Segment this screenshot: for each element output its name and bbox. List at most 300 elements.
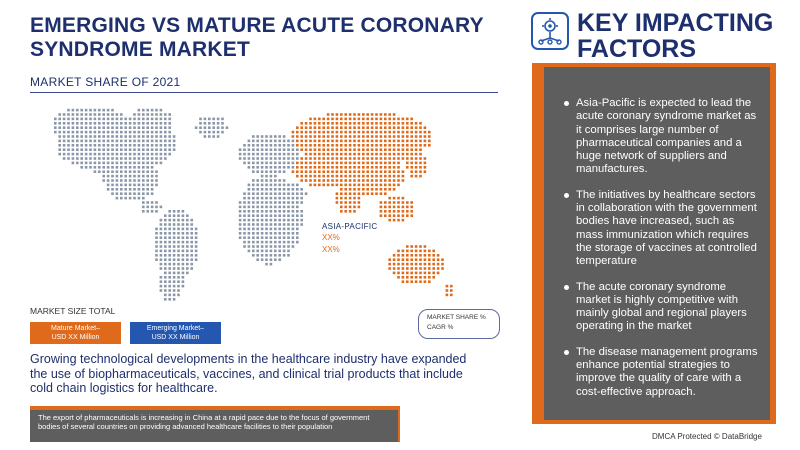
map-dot-highlight — [419, 148, 422, 151]
map-dot-highlight — [327, 157, 330, 160]
map-dot — [283, 232, 286, 235]
map-dot-highlight — [358, 122, 361, 125]
map-dot — [94, 162, 97, 165]
map-dot — [146, 175, 149, 178]
region-value: XX% — [322, 245, 340, 254]
map-dot-highlight — [340, 201, 343, 204]
map-dot-highlight — [353, 192, 356, 195]
map-dot — [168, 294, 171, 297]
map-dot-highlight — [410, 148, 413, 151]
map-dot — [116, 135, 119, 138]
map-dot-highlight — [380, 122, 383, 125]
map-dot — [142, 188, 145, 191]
map-dot — [164, 241, 167, 244]
map-dot-highlight — [380, 144, 383, 147]
map-dot — [204, 126, 207, 129]
map-dot-highlight — [402, 280, 405, 283]
map-dot-highlight — [397, 206, 400, 209]
map-dot — [270, 258, 273, 261]
map-dot — [256, 219, 259, 222]
map-dot — [111, 109, 114, 112]
map-dot — [278, 223, 281, 226]
map-dot-highlight — [309, 184, 312, 187]
map-dot — [107, 162, 110, 165]
map-dot-highlight — [384, 144, 387, 147]
map-dot — [274, 179, 277, 182]
map-dot-highlight — [397, 276, 400, 279]
map-dot-highlight — [366, 166, 369, 169]
map-dot-highlight — [314, 184, 317, 187]
map-dot-highlight — [424, 135, 427, 138]
map-dot — [107, 166, 110, 169]
map-dot-highlight — [432, 276, 435, 279]
map-dot-highlight — [362, 162, 365, 165]
map-dot — [85, 113, 88, 116]
map-dot — [85, 153, 88, 156]
map-dot — [182, 250, 185, 253]
map-dot — [292, 188, 295, 191]
map-dot — [217, 131, 220, 134]
map-dot — [160, 126, 163, 129]
map-dot-highlight — [410, 276, 413, 279]
map-dot — [252, 219, 255, 222]
map-dot — [138, 188, 141, 191]
map-dot-highlight — [362, 157, 365, 160]
map-dot-highlight — [366, 140, 369, 143]
map-dot — [76, 144, 79, 147]
map-dot — [155, 153, 158, 156]
map-dot-highlight — [406, 245, 409, 248]
map-dot — [107, 148, 110, 151]
map-dot — [168, 118, 171, 121]
map-dot — [94, 157, 97, 160]
map-dot — [133, 126, 136, 129]
map-dot — [160, 228, 163, 231]
map-dot — [85, 122, 88, 125]
map-dot-highlight — [340, 197, 343, 200]
map-dot-highlight — [366, 122, 369, 125]
map-dot — [102, 144, 105, 147]
map-dot-highlight — [371, 175, 374, 178]
map-dot — [305, 192, 308, 195]
map-dot — [283, 179, 286, 182]
map-dot-highlight — [393, 162, 396, 165]
map-dot-highlight — [397, 184, 400, 187]
map-dot-highlight — [331, 157, 334, 160]
map-dot-highlight — [344, 166, 347, 169]
map-dot-highlight — [415, 148, 418, 151]
map-dot — [129, 179, 132, 182]
map-dot — [138, 140, 141, 143]
map-dot-highlight — [318, 122, 321, 125]
map-dot — [300, 192, 303, 195]
map-dot-highlight — [353, 140, 356, 143]
map-dot — [278, 241, 281, 244]
map-dot-highlight — [318, 135, 321, 138]
map-dot-highlight — [296, 126, 299, 129]
map-dot — [72, 122, 75, 125]
map-dot — [182, 280, 185, 283]
map-dot-highlight — [419, 162, 422, 165]
map-dot-highlight — [349, 184, 352, 187]
map-dot — [151, 170, 154, 173]
map-dot — [72, 162, 75, 165]
map-dot — [124, 144, 127, 147]
map-dot-highlight — [358, 126, 361, 129]
map-dot — [107, 122, 110, 125]
map-dot-highlight — [397, 122, 400, 125]
map-dot-highlight — [410, 254, 413, 257]
map-dot-highlight — [362, 166, 365, 169]
map-dot-highlight — [424, 258, 427, 261]
map-dot — [116, 122, 119, 125]
map-dot-highlight — [336, 157, 339, 160]
map-dot — [111, 162, 114, 165]
map-dot — [208, 118, 211, 121]
map-dot — [168, 289, 171, 292]
map-dot-highlight — [305, 175, 308, 178]
map-dot-highlight — [327, 144, 330, 147]
map-dot-highlight — [371, 188, 374, 191]
map-dot-highlight — [380, 206, 383, 209]
map-dot-highlight — [296, 140, 299, 143]
map-dot — [146, 148, 149, 151]
map-dot — [168, 276, 171, 279]
map-dot-highlight — [358, 131, 361, 134]
map-dot-highlight — [318, 179, 321, 182]
map-dot — [120, 144, 123, 147]
map-dot — [252, 245, 255, 248]
map-dot — [138, 109, 141, 112]
map-dot-highlight — [292, 170, 295, 173]
map-dot-highlight — [424, 144, 427, 147]
map-dot — [67, 153, 70, 156]
map-dot-highlight — [305, 140, 308, 143]
map-dot — [283, 135, 286, 138]
map-dot — [129, 170, 132, 173]
map-dot-highlight — [331, 144, 334, 147]
map-dot — [168, 214, 171, 217]
map-dot-highlight — [388, 258, 391, 261]
map-dot — [287, 197, 290, 200]
map-dot-highlight — [393, 219, 396, 222]
map-dot — [283, 170, 286, 173]
map-dot-highlight — [375, 113, 378, 116]
map-dot — [274, 219, 277, 222]
map-dot — [283, 206, 286, 209]
map-dot-highlight — [410, 140, 413, 143]
map-dot — [278, 258, 281, 261]
map-dot-highlight — [397, 201, 400, 204]
map-dot — [58, 148, 61, 151]
map-dot — [142, 148, 145, 151]
map-dot — [146, 140, 149, 143]
map-dot-highlight — [371, 179, 374, 182]
map-dot-highlight — [419, 258, 422, 261]
map-dot — [248, 250, 251, 253]
map-dot-highlight — [336, 170, 339, 173]
map-dot-highlight — [419, 140, 422, 143]
map-dot — [80, 144, 83, 147]
map-dot — [292, 232, 295, 235]
map-dot-highlight — [441, 258, 444, 261]
map-dot — [94, 153, 97, 156]
map-dot-highlight — [424, 140, 427, 143]
map-dot — [116, 179, 119, 182]
map-dot — [160, 223, 163, 226]
map-dot-highlight — [397, 144, 400, 147]
map-dot-highlight — [388, 118, 391, 121]
map-dot-highlight — [336, 175, 339, 178]
map-dot — [173, 214, 176, 217]
map-dot — [252, 214, 255, 217]
map-dot — [138, 122, 141, 125]
map-dot-highlight — [322, 170, 325, 173]
map-dot — [72, 109, 75, 112]
map-dot — [89, 166, 92, 169]
map-dot-highlight — [371, 162, 374, 165]
map-dot-highlight — [300, 148, 303, 151]
map-dot — [270, 241, 273, 244]
map-dot — [164, 126, 167, 129]
map-dot-highlight — [327, 179, 330, 182]
map-dot — [261, 166, 264, 169]
map-dot-highlight — [428, 280, 431, 283]
map-dot-highlight — [375, 148, 378, 151]
map-dot — [248, 241, 251, 244]
map-dot — [256, 250, 259, 253]
map-dot-highlight — [340, 113, 343, 116]
map-dot — [243, 241, 246, 244]
map-dot-highlight — [419, 263, 422, 266]
map-dot-highlight — [388, 179, 391, 182]
map-dot — [256, 192, 259, 195]
map-dot — [58, 135, 61, 138]
map-dot-highlight — [344, 140, 347, 143]
map-dot-highlight — [397, 175, 400, 178]
map-dot-highlight — [410, 157, 413, 160]
map-dot-highlight — [375, 122, 378, 125]
map-dot-highlight — [384, 162, 387, 165]
map-dot — [155, 245, 158, 248]
map-dot-highlight — [410, 126, 413, 129]
map-dot-highlight — [362, 148, 365, 151]
map-dot-highlight — [441, 267, 444, 270]
map-dot-highlight — [331, 113, 334, 116]
map-dot — [177, 280, 180, 283]
map-dot — [296, 153, 299, 156]
map-dot-highlight — [393, 126, 396, 129]
map-dot — [168, 298, 171, 301]
map-dot-highlight — [424, 263, 427, 266]
map-dot — [270, 263, 273, 266]
map-dot-highlight — [415, 245, 418, 248]
map-dot — [89, 131, 92, 134]
map-dot — [296, 236, 299, 239]
map-dot — [292, 148, 295, 151]
map-dot — [265, 232, 268, 235]
map-dot — [80, 162, 83, 165]
map-dot — [67, 140, 70, 143]
map-dot-highlight — [300, 126, 303, 129]
map-dot — [199, 122, 202, 125]
map-dot — [94, 113, 97, 116]
map-dot — [287, 210, 290, 213]
map-dot — [300, 197, 303, 200]
map-dot — [120, 131, 123, 134]
map-dot — [265, 245, 268, 248]
map-dot — [164, 148, 167, 151]
map-dot — [252, 232, 255, 235]
map-dot-highlight — [415, 263, 418, 266]
map-dot-highlight — [415, 250, 418, 253]
map-dot — [54, 118, 57, 121]
map-dot — [129, 197, 132, 200]
map-dot — [256, 210, 259, 213]
map-dot — [120, 170, 123, 173]
map-dot — [296, 206, 299, 209]
map-dot — [89, 109, 92, 112]
map-dot — [146, 118, 149, 121]
map-dot — [248, 219, 251, 222]
map-dot — [142, 162, 145, 165]
map-dot — [177, 285, 180, 288]
map-dot — [217, 135, 220, 138]
map-dot — [116, 157, 119, 160]
map-dot — [63, 131, 66, 134]
map-dot — [151, 126, 154, 129]
map-dot — [195, 232, 198, 235]
map-dot-highlight — [314, 175, 317, 178]
map-dot — [129, 175, 132, 178]
map-dot-highlight — [340, 188, 343, 191]
map-dot — [256, 135, 259, 138]
map-dot — [252, 210, 255, 213]
map-dot-highlight — [314, 144, 317, 147]
map-dot — [182, 285, 185, 288]
map-dot — [129, 153, 132, 156]
map-dot — [278, 166, 281, 169]
map-dot-highlight — [296, 166, 299, 169]
map-dot-highlight — [309, 122, 312, 125]
map-dot — [248, 197, 251, 200]
map-dot — [146, 201, 149, 204]
map-dot — [243, 223, 246, 226]
map-dot-highlight — [344, 118, 347, 121]
map-dot-highlight — [419, 254, 422, 257]
map-dot — [252, 148, 255, 151]
map-dot — [160, 122, 163, 125]
map-dot — [256, 214, 259, 217]
map-dot-highlight — [371, 148, 374, 151]
map-dot-highlight — [410, 245, 413, 248]
map-dot — [190, 258, 193, 261]
map-dot — [243, 232, 246, 235]
map-dot — [287, 157, 290, 160]
map-dot — [199, 131, 202, 134]
map-dot — [120, 162, 123, 165]
map-dot — [274, 148, 277, 151]
map-dot-highlight — [393, 131, 396, 134]
map-dot-highlight — [415, 258, 418, 261]
map-dot — [120, 184, 123, 187]
map-dot — [278, 232, 281, 235]
map-dot — [89, 122, 92, 125]
map-dot — [173, 228, 176, 231]
map-dot — [107, 109, 110, 112]
map-dot-highlight — [419, 144, 422, 147]
map-dot — [142, 170, 145, 173]
map-dot — [270, 179, 273, 182]
map-dot-highlight — [349, 140, 352, 143]
map-dot-highlight — [393, 272, 396, 275]
map-dot — [252, 153, 255, 156]
map-dot — [89, 157, 92, 160]
map-dot-highlight — [402, 272, 405, 275]
map-dot — [160, 113, 163, 116]
map-dot — [261, 153, 264, 156]
map-dot — [160, 135, 163, 138]
map-dot-highlight — [318, 131, 321, 134]
map-dot — [142, 184, 145, 187]
map-dot — [212, 131, 215, 134]
map-dot — [89, 162, 92, 165]
map-dot — [98, 118, 101, 121]
map-dot — [124, 131, 127, 134]
map-dot — [177, 223, 180, 226]
list-item: The initiatives by healthcare sectors in collaboration with the government bodies have increased, such as mass immunization which requires the storage of vaccines at controlled temperature — [568, 189, 760, 269]
map-dot — [182, 258, 185, 261]
map-dot — [243, 214, 246, 217]
map-dot — [243, 148, 246, 151]
map-dot — [124, 140, 127, 143]
map-dot-highlight — [358, 157, 361, 160]
map-dot — [168, 241, 171, 244]
map-dot — [160, 153, 163, 156]
map-dot — [102, 162, 105, 165]
map-dot — [164, 118, 167, 121]
map-dot-highlight — [340, 135, 343, 138]
map-dot-highlight — [353, 144, 356, 147]
map-dot — [265, 254, 268, 257]
map-dot — [142, 166, 145, 169]
map-dot — [173, 280, 176, 283]
map-dot — [67, 118, 70, 121]
emerging-market-value: USD XX Million — [151, 334, 200, 341]
map-dot — [261, 206, 264, 209]
map-dot — [168, 153, 171, 156]
map-dot-highlight — [305, 126, 308, 129]
map-dot-highlight — [384, 210, 387, 213]
map-dot — [270, 236, 273, 239]
map-dot-highlight — [402, 179, 405, 182]
map-dot — [155, 113, 158, 116]
map-dot-highlight — [340, 192, 343, 195]
map-dot — [252, 188, 255, 191]
map-dot-highlight — [406, 126, 409, 129]
map-dot-highlight — [441, 263, 444, 266]
map-dot — [102, 122, 105, 125]
map-dot-highlight — [402, 122, 405, 125]
map-dot-highlight — [349, 188, 352, 191]
map-dot — [120, 113, 123, 116]
map-dot — [133, 184, 136, 187]
map-dot — [270, 148, 273, 151]
map-dot-highlight — [349, 153, 352, 156]
map-dot-highlight — [380, 135, 383, 138]
map-dot — [261, 241, 264, 244]
map-dot — [129, 126, 132, 129]
